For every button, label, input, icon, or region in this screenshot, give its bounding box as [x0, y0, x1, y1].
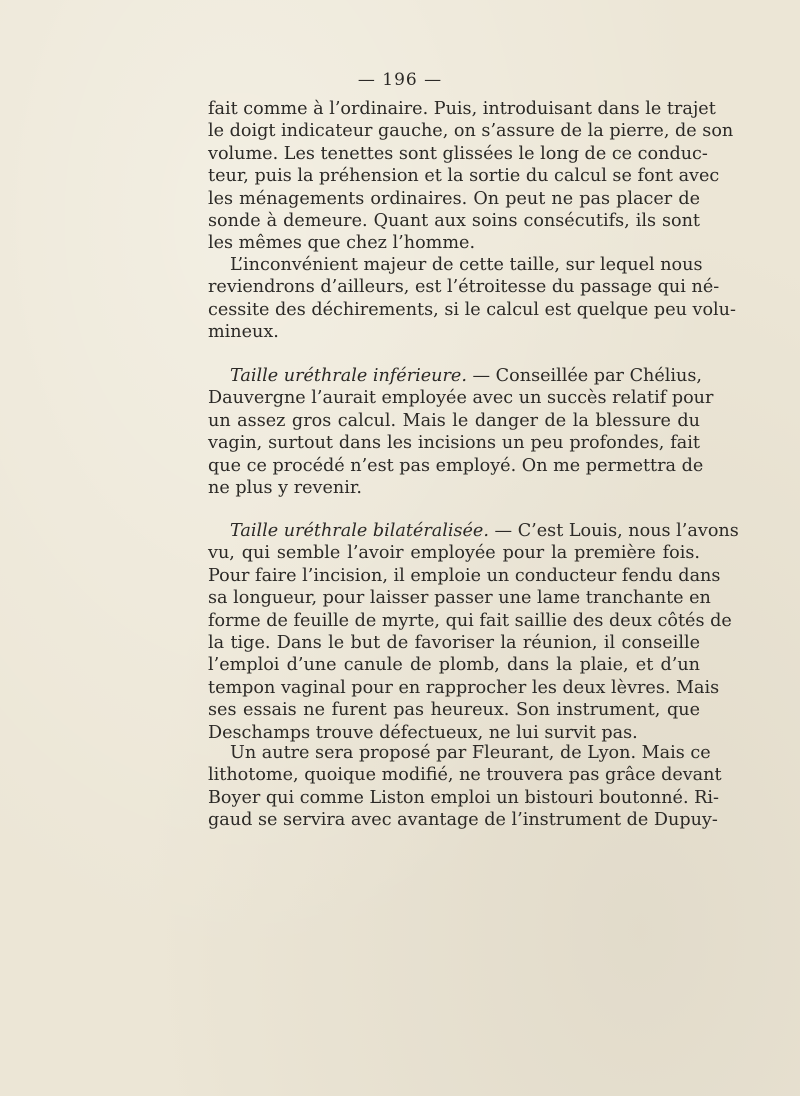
- text-line: Dauvergne l’aurait employée avec un succès relatif pour: [208, 388, 714, 409]
- text-line: sa longueur, pour laisser passer une lame tranchante en: [208, 588, 711, 609]
- text-line: gaud se servira avec avantage de l’instrument de Dupuy-: [208, 810, 718, 831]
- text-line: tempon vaginal pour en rapprocher les deux lèvres. Mais: [208, 677, 720, 698]
- text-line: lithotome, quoique modifié, ne trouvera pas grâce devant: [208, 765, 722, 786]
- paragraph-3: [208, 365, 714, 499]
- heading-continuation: — Conseillée par Chélius,: [466, 366, 702, 386]
- paragraph-4: [208, 520, 739, 744]
- section-heading-line: [208, 520, 739, 542]
- text-line: L’inconvénient majeur de cette taille, sur lequel nous: [230, 255, 703, 275]
- text-line: l’emploi d’une canule de plomb, dans la plaie, et d’un: [208, 655, 700, 676]
- text-line: le doigt indicateur gauche, on s’assure de la pierre, de son: [208, 121, 734, 142]
- text-line: les mêmes que chez l’homme.: [208, 233, 476, 254]
- text-line: mineux.: [208, 322, 279, 343]
- text-line: vu, qui semble l’avoir employée pour la première fois.: [208, 543, 700, 564]
- text-line: ne plus y revenir.: [208, 477, 362, 498]
- text-line: volume. Les tenettes sont glissées le long de ce conduc-: [208, 143, 708, 164]
- text-line: forme de feuille de myrte, qui fait saillie des deux côtés de: [208, 610, 732, 631]
- text-line: les ménagements ordinaires. On peut ne pas placer de: [208, 188, 700, 209]
- section-heading: Taille uréthrale bilatéralisée.: [230, 521, 489, 541]
- text-line: un assez gros calcul. Mais le danger de la blessure du: [208, 410, 700, 431]
- text-line: sonde à demeure. Quant aux soins consécutifs, ils sont: [208, 210, 700, 231]
- paragraph-1: [208, 98, 734, 255]
- text-line: Boyer qui comme Liston emploi un bistouri boutonné. Ri-: [208, 787, 719, 808]
- text-line: ses essais ne furent pas heureux. Son instrument, que: [208, 700, 700, 721]
- text-line: cessite des déchirements, si le calcul est quelque peu volu-: [208, 299, 736, 320]
- text-line: vagin, surtout dans les incisions un peu profondes, fait: [208, 433, 700, 454]
- page-number: — 196 —: [357, 70, 443, 90]
- section-heading-line: [208, 365, 700, 387]
- paragraph-5: [208, 742, 722, 832]
- text-line: Pour faire l’incision, il emploie un conducteur fendu dans: [208, 565, 721, 586]
- paragraph-2: [208, 254, 736, 344]
- text-line: teur, puis la préhension et la sortie du calcul se font avec: [208, 166, 720, 187]
- section-heading: Taille uréthrale inférieure.: [230, 366, 467, 386]
- text-line: fait comme à l’ordinaire. Puis, introduisant dans le trajet: [208, 99, 716, 119]
- text-line: la tige. Dans le but de favoriser la réunion, il conseille: [208, 632, 700, 653]
- text-line: Deschamps trouve défectueux, ne lui survit pas.: [208, 722, 638, 743]
- text-line: Un autre sera proposé par Fleurant, de Lyon. Mais ce: [230, 743, 711, 763]
- text-line: que ce procédé n’est pas employé. On me permettra de: [208, 455, 704, 476]
- text-line: reviendrons d’ailleurs, est l’étroitesse du passage qui né-: [208, 277, 720, 298]
- heading-continuation: — C’est Louis, nous l’avons: [488, 521, 739, 541]
